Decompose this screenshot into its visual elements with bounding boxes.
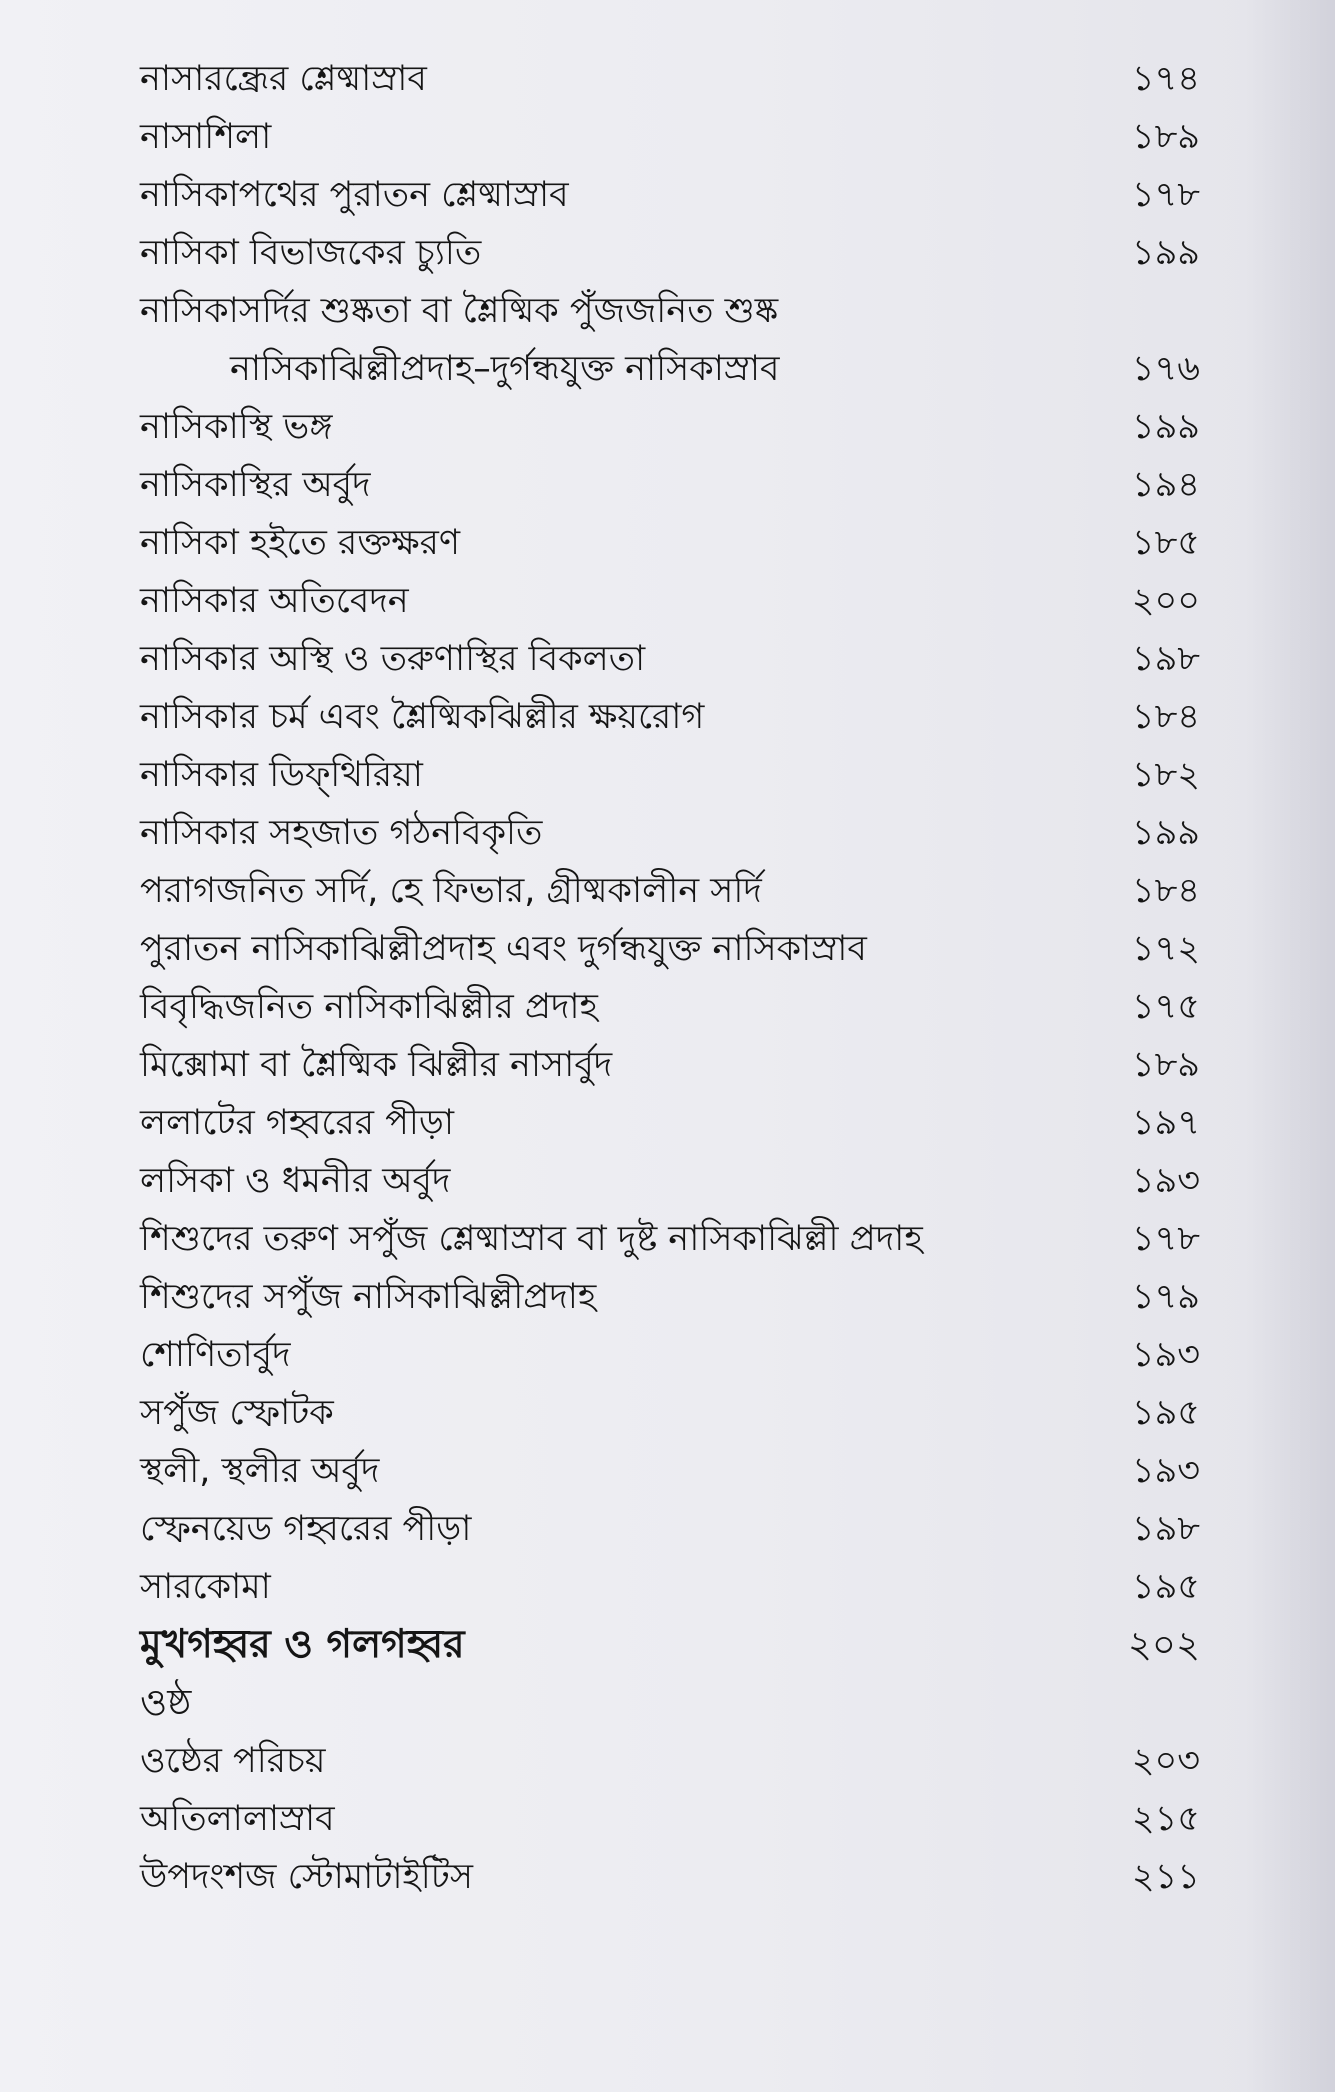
entry-page-number: ১৭৬ — [1131, 349, 1200, 389]
index-entry — [140, 166, 1200, 224]
entry-title: নাসিকা বিভাজকের চ্যুতি — [140, 233, 482, 273]
entry-title: নাসিকা হইতে রক্তক্ষরণ — [140, 523, 461, 563]
entry-title: লসিকা ও ধমনীর অর্বুদ — [140, 1161, 451, 1201]
entry-title: নাসাশিলা — [140, 117, 272, 157]
entry-title: শোণিতার্বুদ — [140, 1335, 291, 1375]
entry-page-number: ১৯৭ — [1131, 1103, 1200, 1143]
index-entry — [140, 1152, 1200, 1210]
index-entry — [140, 1732, 1200, 1790]
entry-page-number: ২১১ — [1131, 1857, 1200, 1897]
entry-page-number: ১৯৩ — [1131, 1161, 1200, 1201]
entry-title: নাসিকাস্থি ভঙ্গ — [140, 407, 333, 447]
section-page-number: ২০২ — [1127, 1623, 1200, 1666]
entry-page-number: ১৯৮ — [1131, 1509, 1200, 1549]
entry-page-number: ১৭৮ — [1131, 175, 1200, 215]
index-entry — [140, 1384, 1200, 1442]
entry-page-number: ১৯৯ — [1131, 407, 1200, 447]
index-entry-continuation — [140, 340, 1200, 398]
index-entry — [140, 1442, 1200, 1500]
entry-page-number: ১৮২ — [1131, 755, 1200, 795]
entry-title: শিশুদের সপুঁজ নাসিকাঝিল্লীপ্রদাহ — [140, 1277, 597, 1317]
entry-page-number: ১৯৮ — [1131, 639, 1200, 679]
entry-title: নাসিকার অস্থি ও তরুণাস্থির বিকলতা — [140, 639, 646, 679]
entry-page-number: ২০৩ — [1131, 1741, 1200, 1781]
index-entry — [140, 1326, 1200, 1384]
entry-page-number: ২০০ — [1131, 581, 1200, 621]
index-entry — [140, 1268, 1200, 1326]
entry-page-number: ১৯৩ — [1131, 1451, 1200, 1491]
subsection-title: ওষ্ঠ — [140, 1681, 192, 1724]
entry-page-number: ১৭৮ — [1131, 1219, 1200, 1259]
entry-page-number: ১৭৫ — [1131, 987, 1200, 1027]
entry-title: নাসারন্ধ্রের শ্লেষ্মাস্রাব — [140, 59, 427, 99]
index-entry — [140, 1210, 1200, 1268]
entry-page-number: ১৯৫ — [1131, 1393, 1200, 1433]
index-entry — [140, 804, 1200, 862]
entry-title: ললাটের গহ্বরের পীড়া — [140, 1103, 455, 1143]
index-entry — [140, 1848, 1200, 1906]
section-heading — [140, 1616, 1200, 1674]
index-entry — [140, 920, 1200, 978]
entry-title: নাসিকাসর্দির শুষ্কতা বা শ্লৈষ্মিক পুঁজজনিত শুষ্ক — [140, 291, 779, 331]
entry-title: পুরাতন নাসিকাঝিল্লীপ্রদাহ এবং দুর্গন্ধযুক্ত নাসিকাস্রাব — [140, 929, 867, 969]
entry-title: স্ফেনয়েড গহ্বরের পীড়া — [140, 1509, 472, 1549]
index-entry — [140, 224, 1200, 282]
index-entry — [140, 514, 1200, 572]
entry-title: স্থলী, স্থলীর অর্বুদ — [140, 1451, 380, 1491]
entry-title: নাসিকাপথের পুরাতন শ্লেষ্মাস্রাব — [140, 175, 569, 215]
entry-title: নাসিকার সহজাত গঠনবিকৃতি — [140, 813, 543, 853]
index-entry — [140, 688, 1200, 746]
index-entry — [140, 282, 1200, 340]
entry-title: মিক্সোমা বা শ্লৈষ্মিক ঝিল্লীর নাসার্বুদ — [140, 1045, 613, 1085]
entry-page-number: ১৭৯ — [1131, 1277, 1200, 1317]
entry-title: পরাগজনিত সর্দি, হে ফিভার, গ্রীষ্মকালীন সর্দি — [140, 871, 762, 911]
entry-page-number: ১৭২ — [1131, 929, 1200, 969]
entry-page-number: ২১৫ — [1131, 1799, 1200, 1839]
entry-title: নাসিকার চর্ম এবং শ্লৈষ্মিকঝিল্লীর ক্ষয়রোগ — [140, 697, 705, 737]
entry-page-number: ১৯৪ — [1131, 465, 1200, 505]
index-entry — [140, 630, 1200, 688]
entry-title: অতিলালাস্রাব — [140, 1799, 335, 1839]
entry-page-number: ১৯৫ — [1131, 1567, 1200, 1607]
entry-page-number: ১৮৪ — [1131, 697, 1200, 737]
index-entry — [140, 572, 1200, 630]
section-title: মুখগহ্বর ও গলগহ্বর — [140, 1622, 465, 1667]
entry-page-number: ১৯৯ — [1131, 233, 1200, 273]
index-entry — [140, 1036, 1200, 1094]
index-entry — [140, 398, 1200, 456]
entry-title: সপুঁজ স্ফোটক — [140, 1393, 334, 1433]
entry-page-number: ১৮৯ — [1131, 1045, 1200, 1085]
entry-title: নাসিকার অতিবেদন — [140, 581, 409, 621]
index-entry — [140, 746, 1200, 804]
subsection-heading — [140, 1674, 1200, 1732]
index-entry — [140, 1094, 1200, 1152]
entry-page-number: ১৯৯ — [1131, 813, 1200, 853]
entry-page-number: ১৯৩ — [1131, 1335, 1200, 1375]
entry-title: বিবৃদ্ধিজনিত নাসিকাঝিল্লীর প্রদাহ — [140, 987, 598, 1027]
index-entry — [140, 1500, 1200, 1558]
entry-page-number: ১৮৯ — [1131, 117, 1200, 157]
index-entry — [140, 1558, 1200, 1616]
index-list — [140, 50, 1200, 1906]
index-entry — [140, 456, 1200, 514]
entry-title: ওষ্ঠের পরিচয় — [140, 1741, 326, 1781]
index-entry — [140, 108, 1200, 166]
entry-title: নাসিকাঝিল্লীপ্রদাহ–দুর্গন্ধযুক্ত নাসিকাস্রাব — [230, 349, 780, 389]
entry-title: শিশুদের তরুণ সপুঁজ শ্লেষ্মাস্রাব বা দুষ্ট নাসিকাঝিল্লী প্রদাহ — [140, 1219, 923, 1259]
entry-title: উপদংশজ স্টোমাটাইটিস — [140, 1857, 473, 1897]
index-entry — [140, 1790, 1200, 1848]
entry-page-number: ১৭৪ — [1131, 59, 1200, 99]
index-entry — [140, 978, 1200, 1036]
index-entry — [140, 862, 1200, 920]
entry-page-number: ১৮৪ — [1131, 871, 1200, 911]
entry-title: নাসিকার ডিফ্‌থিরিয়া — [140, 755, 423, 795]
entry-page-number: ১৮৫ — [1131, 523, 1200, 563]
index-entry — [140, 50, 1200, 108]
entry-title: নাসিকাস্থির অর্বুদ — [140, 465, 371, 505]
entry-title: সারকোমা — [140, 1567, 271, 1607]
